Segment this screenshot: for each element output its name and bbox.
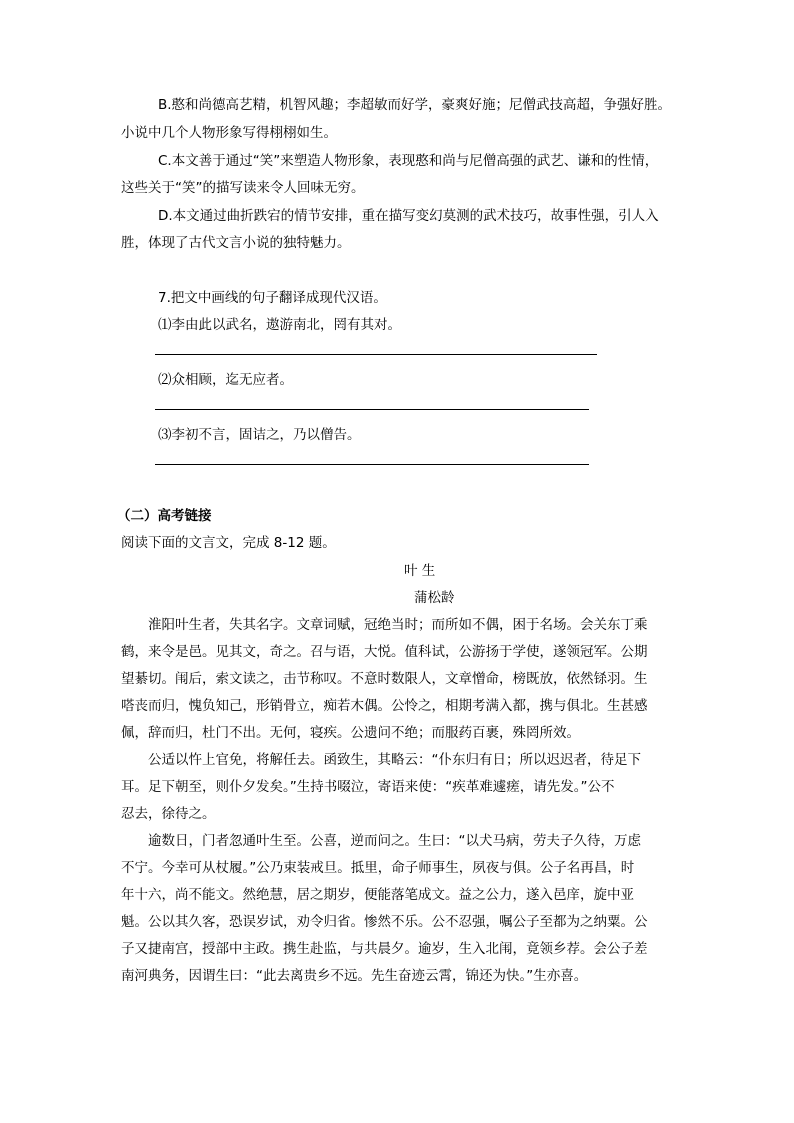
paragraph-1-line-5: 佩，辞而归，杜门不出。无何，寝疾。公遗问不绝；而服药百裹，殊罔所效。 xyxy=(121,725,580,741)
option-b-line-2: 小说中几个人物形象写得栩栩如生。 xyxy=(121,125,337,141)
paragraph-3-line-2: 不宁。今幸可从杖履。”公乃束装戒旦。抵里，命子师事生，夙夜与俱。公子名再昌，时 xyxy=(121,860,635,876)
answer-line-2[interactable] xyxy=(155,409,589,410)
answer-line-1[interactable] xyxy=(155,354,597,355)
paragraph-3-line-1: 逾数日，门者忽通叶生至。公喜，逆而问之。生曰：“以犬马病，劳夫子久待，万虑 xyxy=(148,833,641,849)
paragraph-1-line-1: 淮阳叶生者，失其名字。文章词赋，冠绝当时；而所如不偶，困于名场。会关东丁乘 xyxy=(148,617,648,633)
option-b-line-1: B.憨和尚德高艺精，机智风趣；李超敏而好学，豪爽好施；尼僧武技高超，争强好胜。 xyxy=(158,97,672,113)
paragraph-1-line-3: 望綦切。闱后，索文读之，击节称叹。不意时数限人，文章憎命，榜既放，依然铩羽。生 xyxy=(121,671,648,687)
option-d-line-2: 胜，体现了古代文言小说的独特魅力。 xyxy=(121,235,351,251)
passage-title: 叶 生 xyxy=(404,563,436,579)
paragraph-1-line-4: 嗒丧而归，愧负知己，形销骨立，痴若木偶。公怜之，相期考满入都，携与俱北。生甚感 xyxy=(121,698,648,714)
paragraph-3-line-3: 年十六，尚不能文。然绝慧，居之期岁，便能落笔成文。益之公力，遂入邑庠，旋中亚 xyxy=(121,887,634,903)
question-7-item-3: ⑶李初不言，固诘之，乃以僧告。 xyxy=(158,427,361,443)
paragraph-2-line-1: 公适以忤上官免，将解任去。函致生，其略云：“仆东归有日；所以迟迟者，待足下 xyxy=(148,752,641,768)
passage-author: 蒲松龄 xyxy=(414,590,455,606)
question-7-item-1: ⑴李由此以武名，遨游南北，罔有其对。 xyxy=(158,317,401,333)
paragraph-1-line-2: 鹤，来令是邑。见其文，奇之。召与语，大悦。值科试，公游扬于学使，遂领冠军。公期 xyxy=(121,644,648,660)
question-7-item-2: ⑵众相顾，迄无应者。 xyxy=(158,372,293,388)
option-c-line-1: C.本文善于通过“笑”来塑造人物形象，表现憨和尚与尼僧高强的武艺、谦和的性情， xyxy=(158,153,659,169)
option-d-line-1: D.本文通过曲折跌宕的情节安排，重在描写变幻莫测的武术技巧，故事性强，引人入 xyxy=(158,208,659,224)
paragraph-3-line-6: 南河典务，因谓生曰：“此去离贵乡不远。先生奋迹云霄，锦还为快。”生亦喜。 xyxy=(121,968,588,984)
paragraph-2-line-2: 耳。足下朝至，则仆夕发矣。”生持书啜泣，寄语来使：“疾革难遽瘥，请先发。”公不 xyxy=(121,779,615,795)
section-heading: （二）高考链接 xyxy=(117,508,212,524)
option-c-line-2: 这些关于“笑”的描写读来令人回味无穷。 xyxy=(121,180,365,196)
question-7-prompt: 7.把文中画线的句子翻译成现代汉语。 xyxy=(158,290,387,306)
paragraph-3-line-4: 魁。公以其久客，恐误岁试，劝令归省。惨然不乐。公不忍强，嘱公子至都为之纳粟。公 xyxy=(121,914,648,930)
section-instruction: 阅读下面的文言文，完成 8-12 题。 xyxy=(121,535,336,551)
paragraph-3-line-5: 子又捷南宫，授部中主政。携生赴监，与共晨夕。逾岁，生入北闱，竟领乡荐。会公子差 xyxy=(121,941,648,957)
answer-line-3[interactable] xyxy=(155,464,589,465)
paragraph-2-line-3: 忍去，徐待之。 xyxy=(121,806,216,822)
